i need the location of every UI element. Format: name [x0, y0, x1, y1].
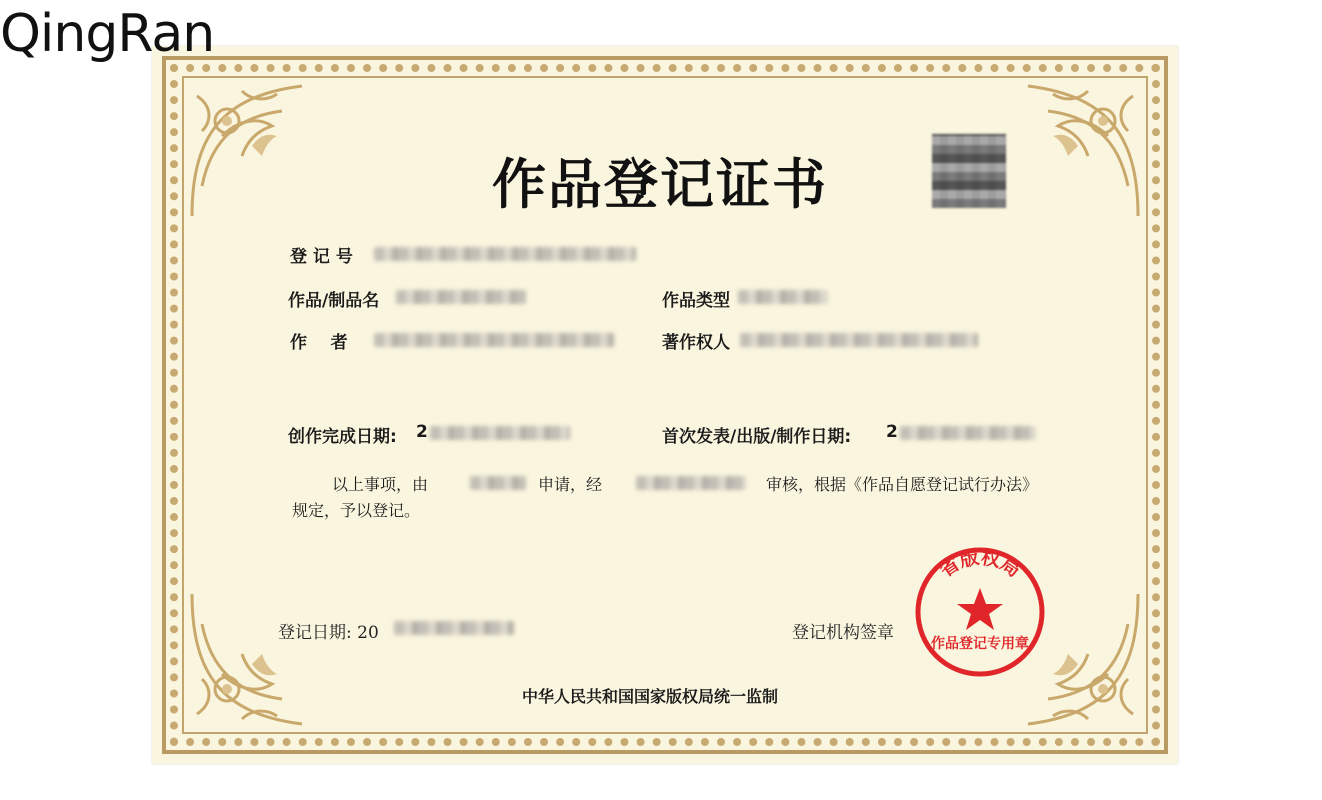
watermark-text: QingRan — [0, 4, 215, 64]
org-sign-label: 登记机构签章 — [792, 623, 894, 643]
owner-label: 著作权人 — [662, 333, 730, 353]
redacted-value — [394, 621, 514, 635]
created-date-label: 创作完成日期: — [288, 427, 397, 447]
redacted-value — [374, 333, 614, 347]
reg-no-label: 登 记 号 — [290, 247, 353, 267]
corner-ornament-icon — [182, 76, 332, 226]
statement-part-c: 审核，根据《作品自愿登记试行办法》 — [766, 475, 1039, 494]
publish-date-label: 首次发表/出版/制作日期: — [662, 427, 852, 447]
redacted-value — [430, 426, 570, 440]
statement-part-a: 以上事项，由 — [332, 475, 429, 494]
certificate — [152, 46, 1178, 764]
redacted-value — [470, 476, 526, 490]
qr-code-icon — [932, 134, 1006, 208]
corner-ornament-icon — [998, 76, 1148, 226]
redacted-value — [396, 290, 526, 304]
supervised-by-text: 中华人民共和国国家版权局统一监制 — [522, 687, 779, 706]
official-seal-icon — [910, 542, 1050, 682]
redacted-value — [636, 476, 746, 490]
author-label: 作 者 — [290, 333, 348, 353]
statement-part-b: 申请，经 — [538, 475, 603, 494]
seal-bottom-text: 作品登记专用章 — [931, 636, 1029, 652]
redacted-value — [740, 333, 978, 347]
publish-date-prefix: 2 — [886, 422, 898, 442]
work-type-label: 作品类型 — [662, 291, 730, 311]
statement-line-2: 规定，予以登记。 — [292, 501, 421, 520]
certificate-title: 作品登记证书 — [492, 152, 828, 216]
redacted-value — [374, 247, 636, 261]
created-date-prefix: 2 — [416, 422, 428, 442]
redacted-value — [738, 290, 828, 304]
work-name-label: 作品/制品名 — [288, 291, 380, 311]
corner-ornament-icon — [182, 584, 332, 734]
redacted-value — [900, 426, 1036, 440]
reg-date-label: 登记日期: 20 — [278, 623, 379, 643]
seal-top-text: 省版权局 — [935, 546, 1025, 582]
